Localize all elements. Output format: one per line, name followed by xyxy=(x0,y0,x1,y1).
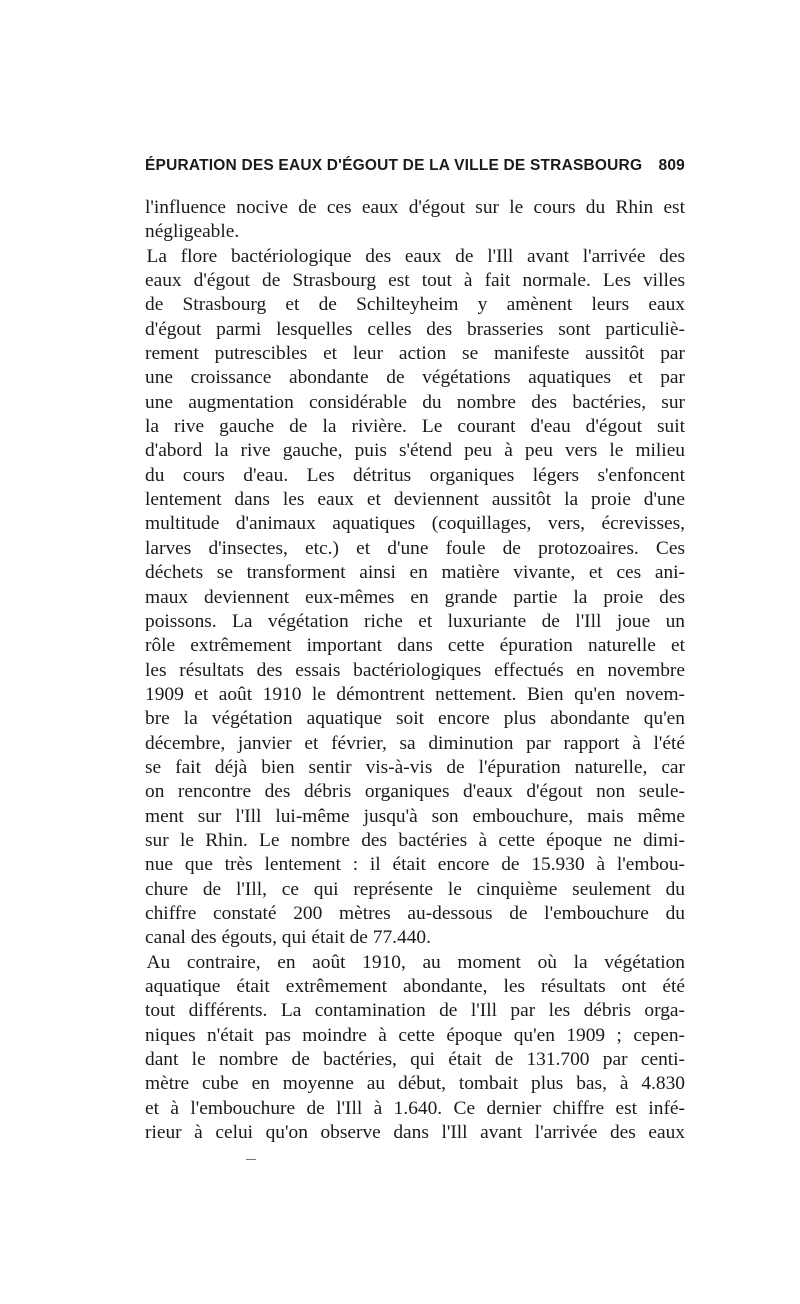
text-line: dant le nombre de bactéries, qui était de 131.700 par centi- xyxy=(145,1049,685,1071)
text-line: multitude d'animaux aquatiques (coquillages, vers, écrevisses, xyxy=(145,513,685,535)
text-line: une croissance abondante de végétations aquatiques et par xyxy=(145,367,685,389)
running-head xyxy=(145,157,685,175)
page-number: 809 xyxy=(658,157,685,174)
text-line: et à l'embouchure de l'Ill à 1.640. Ce dernier chiffre est infé- xyxy=(145,1097,685,1119)
text-line: décembre, janvier et février, sa diminution par rapport à l'été xyxy=(145,732,685,754)
text-line: lentement dans les eaux et deviennent aussitôt la proie d'une xyxy=(145,489,685,511)
text-line: nue que très lentement : il était encore de 15.930 à l'embou- xyxy=(145,854,685,876)
text-line: une augmentation considérable du nombre des bactéries, sur xyxy=(145,391,685,413)
text-line: du cours d'eau. Les détritus organiques légers s'enfoncent xyxy=(145,464,685,486)
text-line: rieur à celui qu'on observe dans l'Ill avant l'arrivée des eaux xyxy=(145,1122,685,1144)
text-line: rôle extrêmement important dans cette épuration naturelle et xyxy=(145,635,685,657)
text-line: aquatique était extrêmement abondante, les résultats ont été xyxy=(145,976,685,997)
text-line: sur le Rhin. Le nombre des bactéries à cette époque ne dimi- xyxy=(145,829,685,851)
text-line: ment sur l'Ill lui-même jusqu'à son embouchure, mais même xyxy=(145,805,685,827)
text-line: se fait déjà bien sentir vis-à-vis de l'épuration naturelle, car xyxy=(145,756,685,778)
text-line: on rencontre des débris organiques d'eaux d'égout non seule- xyxy=(145,781,685,803)
text-line: canal des égouts, qui était de 77.440. xyxy=(145,927,431,949)
text-line: l'influence nocive de ces eaux d'égout sur le cours du Rhin est xyxy=(145,197,685,218)
text-line: d'abord la rive gauche, puis s'étend peu à peu vers le milieu xyxy=(145,440,685,462)
text-line: poissons. La végétation riche et luxuriante de l'Ill joue un xyxy=(145,610,685,632)
text-line: niques n'était pas moindre à cette époque qu'en 1909 ; cepen- xyxy=(145,1024,685,1046)
text-line: rement putrescibles et leur action se manifeste aussitôt par xyxy=(145,343,685,365)
running-head-title: ÉPURATION DES EAUX D'ÉGOUT DE LA VILLE DE STRASBOURG xyxy=(145,157,643,174)
text-line: tout différents. La contamination de l'Ill par les débris orga- xyxy=(145,1000,685,1022)
text-line: d'égout parmi lesquelles celles des brasseries sont particuliè- xyxy=(145,318,685,340)
text-line: 1909 et août 1910 le démontrent nettement. Bien qu'en novem- xyxy=(145,683,685,705)
text-line: larves d'insectes, etc.) et d'une foule de protozoaires. Ces xyxy=(145,537,685,559)
body-text xyxy=(145,196,685,1145)
text-line: la rive gauche de la rivière. Le courant d'eau d'égout suit xyxy=(145,416,685,438)
text-line: chiffre constaté 200 mètres au-dessous de l'embouchure du xyxy=(145,902,685,924)
text-line: déchets se transforment ainsi en matière vivante, et ces ani- xyxy=(145,562,685,584)
text-line: négligeable. xyxy=(145,221,240,243)
text-line: mètre cube en moyenne au début, tombait plus bas, à 4.830 xyxy=(145,1073,685,1095)
text-line: les résultats des essais bactériologiques effectués en novembre xyxy=(145,659,685,681)
text-line: maux deviennent eux-mêmes en grande partie la proie des xyxy=(145,586,685,608)
text-line: chure de l'Ill, ce qui représente le cinquième seulement du xyxy=(145,878,685,900)
print-mark xyxy=(246,1159,256,1160)
paragraph-start-line: Au contraire, en août 1910, au moment où la végétation xyxy=(146,951,685,973)
text-line: eaux d'égout de Strasbourg est tout à fait normale. Les villes xyxy=(145,270,685,292)
paragraph-start-line: La flore bactériologique des eaux de l'Ill avant l'arrivée des xyxy=(146,245,685,267)
text-line: de Strasbourg et de Schilteyheim y amènent leurs eaux xyxy=(145,294,685,316)
text-line: bre la végétation aquatique soit encore plus abondante qu'en xyxy=(145,708,685,730)
